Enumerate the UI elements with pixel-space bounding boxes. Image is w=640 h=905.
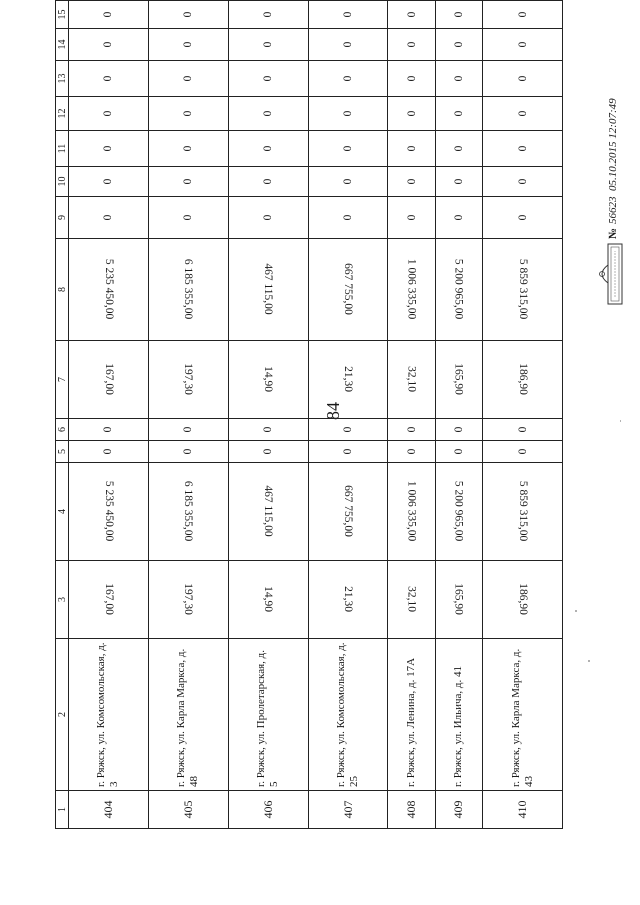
value-cell: 0 xyxy=(148,419,228,441)
value-cell: 186,90 xyxy=(483,561,563,639)
table-row xyxy=(148,0,228,829)
table-row xyxy=(483,0,563,829)
value-cell: 0 xyxy=(308,419,388,441)
column-header: 2 xyxy=(56,639,69,791)
column-header: 12 xyxy=(56,97,69,131)
value-cell: 0 xyxy=(148,97,228,131)
value-cell: 0 xyxy=(388,197,435,239)
column-header: 15 xyxy=(56,1,69,29)
address-cell: г. Ряжск, ул. Карла Маркса, д. 48 xyxy=(148,639,228,791)
column-header: 1 xyxy=(56,791,69,829)
value-cell: 5 235 450,00 xyxy=(69,463,149,561)
value-cell: 0 xyxy=(148,167,228,197)
value-cell: 0 xyxy=(228,1,308,29)
value-cell: 14,90 xyxy=(228,561,308,639)
stamp-code xyxy=(604,9,622,239)
value-cell: 0 xyxy=(483,419,563,441)
address-cell: г. Ряжск, ул. Ильича, д. 41 xyxy=(435,639,482,791)
value-cell xyxy=(228,0,308,1)
table-row xyxy=(388,0,435,829)
value-cell: 0 xyxy=(483,441,563,463)
value-cell: 0 xyxy=(388,61,435,97)
value-cell: 0 xyxy=(308,29,388,61)
value-cell: 32,10 xyxy=(388,341,435,419)
address-cell: г. Ряжск, ул. Комсомольская, д. 3 xyxy=(69,639,149,791)
address-cell: г. Ряжск, ул. Карла Маркса, д. 43 xyxy=(483,639,563,791)
value-cell: 0 xyxy=(69,131,149,167)
value-cell: 0 xyxy=(483,29,563,61)
value-cell: 0 xyxy=(69,419,149,441)
value-cell: 167,00 xyxy=(69,341,149,419)
row-number-cell: 408 xyxy=(388,791,435,829)
column-header: 4 xyxy=(56,463,69,561)
value-cell: 0 xyxy=(148,441,228,463)
value-cell: 0 xyxy=(435,131,482,167)
value-cell: 0 xyxy=(483,1,563,29)
value-cell: 0 xyxy=(228,441,308,463)
value-cell: 0 xyxy=(483,197,563,239)
value-cell: 0 xyxy=(308,197,388,239)
column-header: 14 xyxy=(56,29,69,61)
value-cell: 0 xyxy=(435,1,482,29)
value-cell: 0 xyxy=(69,441,149,463)
value-cell: 0 xyxy=(308,167,388,197)
column-header: 7 xyxy=(56,341,69,419)
value-cell: 1 006 335,00 xyxy=(388,239,435,341)
value-cell xyxy=(148,0,228,1)
column-header: 13 xyxy=(56,61,69,97)
value-cell: 1 006 335,00 xyxy=(388,463,435,561)
value-cell: 0 xyxy=(69,167,149,197)
table-row xyxy=(308,0,388,829)
value-cell: 0 xyxy=(435,61,482,97)
value-cell: 0 xyxy=(148,197,228,239)
value-cell: 0 xyxy=(435,197,482,239)
column-header: 11 xyxy=(56,131,69,167)
table-row xyxy=(435,0,482,829)
row-number-cell: 405 xyxy=(148,791,228,829)
value-cell: 0 xyxy=(69,97,149,131)
value-cell: 14,90 xyxy=(228,341,308,419)
value-cell: 32,10 xyxy=(388,561,435,639)
value-cell xyxy=(388,0,435,1)
value-cell: 0 xyxy=(228,131,308,167)
value-cell: 197,30 xyxy=(148,341,228,419)
value-cell: 0 xyxy=(228,97,308,131)
value-cell: 0 xyxy=(228,29,308,61)
value-cell: 0 xyxy=(308,131,388,167)
value-cell xyxy=(435,0,482,1)
value-cell: 0 xyxy=(228,419,308,441)
value-cell: 0 xyxy=(388,131,435,167)
row-number-cell: 410 xyxy=(483,791,563,829)
page-number: 84 xyxy=(323,402,343,420)
column-header xyxy=(56,0,69,1)
table-body xyxy=(69,0,563,829)
table-row xyxy=(69,0,149,829)
value-cell: 0 xyxy=(228,61,308,97)
value-cell: 0 xyxy=(435,419,482,441)
value-cell: 0 xyxy=(69,1,149,29)
value-cell: 21,30 xyxy=(308,341,388,419)
value-cell: 197,30 xyxy=(148,561,228,639)
value-cell: 5 200 965,00 xyxy=(435,239,482,341)
column-header: 10 xyxy=(56,167,69,197)
value-cell: 0 xyxy=(148,29,228,61)
row-number-cell: 407 xyxy=(308,791,388,829)
value-cell: 0 xyxy=(69,29,149,61)
table-row xyxy=(228,0,308,829)
value-cell: 165,90 xyxy=(435,561,482,639)
address-cell: г. Ряжск, ул. Пролетарская, д. 5 xyxy=(228,639,308,791)
address-cell: г. Ряжск, ул. Ленина, д. 17А xyxy=(388,639,435,791)
value-cell: 0 xyxy=(148,1,228,29)
scan-speck xyxy=(620,420,621,422)
value-cell: 0 xyxy=(308,97,388,131)
value-cell: 0 xyxy=(435,29,482,61)
column-header: 5 xyxy=(56,441,69,463)
value-cell: 0 xyxy=(483,131,563,167)
value-cell: 0 xyxy=(308,1,388,29)
value-cell: 0 xyxy=(388,167,435,197)
value-cell: 6 185 355,00 xyxy=(148,239,228,341)
value-cell: 467 115,00 xyxy=(228,463,308,561)
value-cell: 0 xyxy=(228,197,308,239)
value-cell: 0 xyxy=(69,197,149,239)
value-cell xyxy=(308,0,388,1)
value-cell: 667 755,00 xyxy=(308,463,388,561)
value-cell: 0 xyxy=(435,167,482,197)
scan-speck xyxy=(575,610,577,612)
value-cell: 467 115,00 xyxy=(228,239,308,341)
value-cell: 5 235 450,00 xyxy=(69,239,149,341)
row-number-cell: 404 xyxy=(69,791,149,829)
column-header: 6 xyxy=(56,419,69,441)
stamp-number: 56623 xyxy=(607,196,619,224)
row-number-cell: 406 xyxy=(228,791,308,829)
value-cell: 0 xyxy=(69,61,149,97)
value-cell: 0 xyxy=(308,441,388,463)
address-cell: г. Ряжск, ул. Комсомольская, д. 25 xyxy=(308,639,388,791)
stamp-datetime: 05.10.2015 12:07:49 xyxy=(607,98,619,191)
value-cell: 0 xyxy=(308,61,388,97)
value-cell: 5 200 965,00 xyxy=(435,463,482,561)
value-cell: 0 xyxy=(388,419,435,441)
value-cell xyxy=(483,0,563,1)
scan-speck xyxy=(588,660,590,662)
column-header: 3 xyxy=(56,561,69,639)
value-cell: 0 xyxy=(388,1,435,29)
value-cell: 0 xyxy=(483,97,563,131)
value-cell: 0 xyxy=(483,167,563,197)
value-cell: 6 185 355,00 xyxy=(148,463,228,561)
value-cell: 667 755,00 xyxy=(308,239,388,341)
value-cell: 0 xyxy=(148,131,228,167)
number-sign: № xyxy=(607,227,619,239)
value-cell: 21,30 xyxy=(308,561,388,639)
value-cell: 0 xyxy=(388,29,435,61)
value-cell: 0 xyxy=(388,97,435,131)
value-cell: 0 xyxy=(483,61,563,97)
value-cell: 0 xyxy=(228,167,308,197)
header-row xyxy=(56,0,69,829)
row-number-cell: 409 xyxy=(435,791,482,829)
value-cell: 186,90 xyxy=(483,341,563,419)
register-table xyxy=(55,0,563,829)
column-header: 8 xyxy=(56,239,69,341)
value-cell: 0 xyxy=(435,97,482,131)
value-cell: 0 xyxy=(148,61,228,97)
value-cell xyxy=(69,0,149,1)
seal-stamp-icon xyxy=(596,243,626,305)
value-cell: 165,90 xyxy=(435,341,482,419)
value-cell: 0 xyxy=(435,441,482,463)
value-cell: 167,00 xyxy=(69,561,149,639)
column-header: 9 xyxy=(56,197,69,239)
value-cell: 0 xyxy=(388,441,435,463)
value-cell: 5 859 315,00 xyxy=(483,239,563,341)
value-cell: 5 859 315,00 xyxy=(483,463,563,561)
